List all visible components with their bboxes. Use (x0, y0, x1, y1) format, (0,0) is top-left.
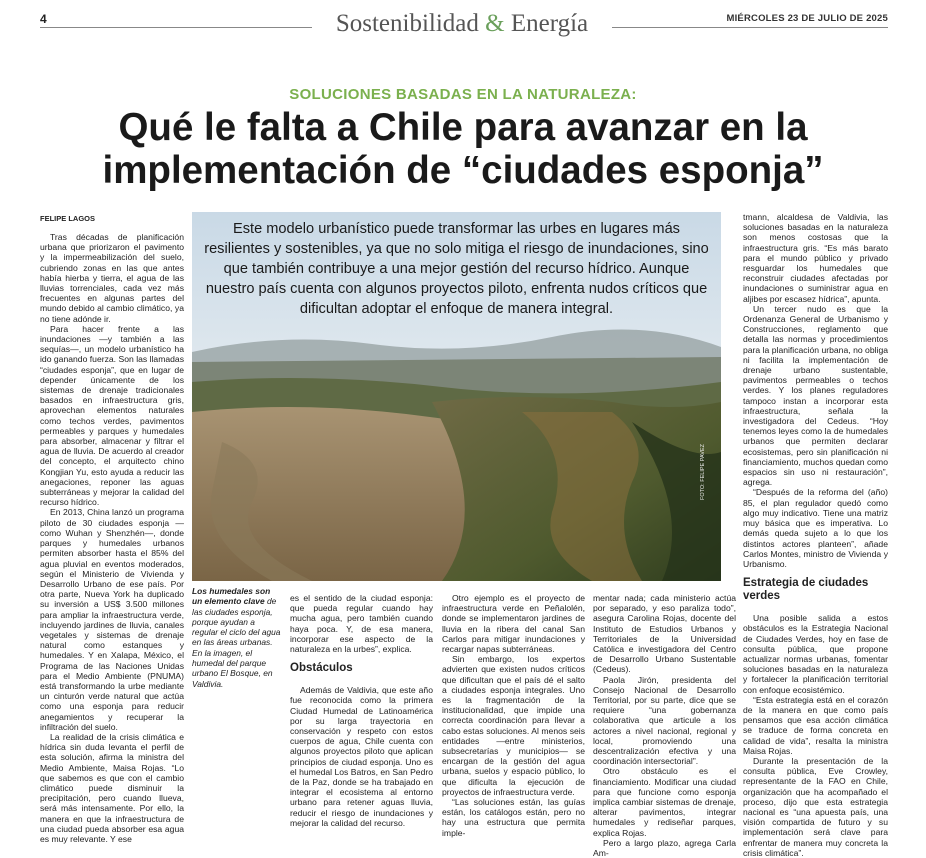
header-rule-left (40, 27, 312, 28)
paragraph: tmann, alcaldesa de Valdivia, las soluciones basadas en la naturaleza son menos costosas que la infraestructura gris. “Es más barato para el mundo público y privado resguardar los humedales que reconstruir ciudades afectadas por inundaciones o suministrar agua en aljibes por escasez hídrica”, apunta. (743, 212, 888, 304)
article-headline: Qué le falta a Chile para avanzar en la implementación de “ciudades esponja” (102, 106, 824, 192)
caption-bold: Los humedales son un elemento clave (192, 586, 271, 607)
section-title (322, 10, 602, 38)
section-name-a: Sostenibilidad (335, 10, 486, 37)
photo-credit: FOTO: FELIPE PAVEZ (700, 444, 706, 500)
article-column-1 (40, 232, 184, 844)
article-column-5 (743, 212, 888, 858)
paragraph: es el sentido de la ciudad esponja: que pueda regular cuando hay mucha agua, pero también cuando haya poca. Y, de esa manera, incorporar ese aspecto de la naturaleza en la urbes”, explica. (290, 593, 433, 655)
article-lead: Este modelo urbanístico puede transformar las urbes en lugares más resilientes y sostenibles, ya que no solo mitiga el riesgo de inundaciones, sino que también contribuye a una mejor gestión del recurso hídrico. Aunque nuestro país cuenta con algunos proyectos piloto, enfrenta nudos críticos que dificultan adoptar el enfoque de manera integral. (204, 221, 709, 317)
paragraph: Otro obstáculo es el financiamiento. Modificar una ciudad para que funcione como esponja implica cambiar sistemas de drenaje, alterar pavimentos, integrar humedales y rediseñar parques, explica Rojas. (593, 766, 736, 838)
paragraph: Tras décadas de planificación urbana que priorizaron el pavimento y la impermeabilización del suelo, cubriendo zonas en las que antes había hierba y tierra, el agua de las lluvias torrenciales, cada vez más frecuentes en algunas partes del mundo debido al cambio climático, ya no tiene adónde ir. (40, 232, 184, 324)
section-ampersand: & (485, 10, 505, 37)
article-byline: FELIPE LAGOS (40, 214, 96, 223)
article-kicker: SOLUCIONES BASADAS EN LA NATURALEZA: (289, 86, 637, 103)
paragraph: La realidad de la crisis climática e hídrica sin duda levanta el perfil de esta solución, afirma la ministra del Medio Ambiente, Maisa Rojas. “Lo que sabemos es que con el cambio climático puede disminuir la precipitación, pero cuando llueva, será más intensamente. Por ello, la manera en que la infraestructura de una ciudad pueda absorber esa agua es muy relevante. Y ese (40, 731, 184, 844)
paragraph: Un tercer nudo es que la Ordenanza General de Urbanismo y Construcciones, reglamento que detalla las normas y procedimientos para la planificación urbana, no obliga ni facilita la implementación de drenaje urbano sustentable, pavimentos permeables o techos verdes. Y los planes reguladores tampoco instan a incorporar esta infraestructura, señala la investigadora del Cedeus. “Hoy tenemos leyes como la de humedales urbanos que permiten declarar ecosistemas, pero sin planificación ni financiamiento, muchos quedan como espacios sin uso ni restauración”, agrega. (743, 303, 888, 488)
paragraph: “Las soluciones están, las guías están, los catálogos están, pero no hay una estructura que permita imple- (442, 797, 585, 838)
paragraph: Una posible salida a estos obstáculos es la Estrategia Nacional de Ciudades Verdes, hoy en fase de consulta pública, que propone actualizar normas urbanas, fomentar soluciones basadas en la naturaleza y fortalecer la planificación territorial con enfoque ecosistémico. (743, 613, 888, 695)
article-column-3 (442, 593, 585, 838)
section-name-b: Energía (504, 10, 589, 37)
paragraph: Otro ejemplo es el proyecto de infraestructura verde en Peñalolén, donde se implementaron jardines de lluvia en la ribera del canal San Carlos para mitigar inundaciones y recargar napas subterráneas. (442, 593, 585, 655)
subheading: Obstáculos (290, 662, 353, 675)
paragraph: Pero a largo plazo, agrega Carla Am- (593, 837, 736, 858)
caption-text: de las ciudades esponja, porque ayudan a regular el ciclo del agua en las áreas urbanas. En la imagen, el humedal del parque urbano El Bosque, en Valdivia. (192, 596, 281, 689)
article-column-4 (593, 593, 736, 858)
article-column-2 (290, 593, 433, 828)
paragraph: mentar nada; cada ministerio actúa por separado, y eso paraliza todo”, asegura Carolina Rojas, docente del Instituto de Estudios Urbanos y Territoriales de la Universidad Católica e investigadora del Centro de Desarrollo Urbano Sustentable (Cedeus). (593, 593, 736, 675)
header-rule-right (612, 27, 888, 28)
paragraph: “Esta estrategia está en el corazón de la manera en que como país pensamos que esa acción climática se traduce de forma concreta en calidad de vida”, resalta la ministra Maisa Rojas. (743, 694, 888, 756)
subheading: Estrategia de ciudades verdes (743, 577, 869, 603)
paragraph: “Después de la reforma del (año) 85, el plan regulador quedó como algo muy indicativo. Tiene una matriz muy básica que es imperativa. Lo demás queda sujeto a lo que los distintos actores planteen”, añade Carlos Montes, ministro de Vivienda y Urbanismo. (743, 487, 888, 569)
page-number: 4 (40, 12, 47, 26)
issue-date: MIÉRCOLES 23 DE JULIO DE 2025 (726, 13, 888, 24)
paragraph: Sin embargo, los expertos advierten que existen nudos críticos que dificultan que el país dé el salto a ciudades esponja integrales. Uno es la fragmentación de la institucionalidad, que impide una correcta coordinación para llevar a cabo estas soluciones. Al menos seis entidades —entre ministerios, subsecretarías y municipios— se encargan de la gestión del agua urbana, suelos y espacio público, lo que dificulta la ejecución de proyectos de infraestructura verde. (442, 654, 585, 797)
paragraph: Para hacer frente a las inundaciones —y también a las sequías—, un modelo urbanístico ha ido ganando fuerza. Son las llamadas “ciudades esponja”, que en lugar de depender únicamente de los sistemas de drenaje tradicionales basados en infraestructura gris, aprovechan elementos naturales como techos verdes, pavimentos permeables y parques y humedales para absorber, almacenar y filtrar el agua de lluvia. De acuerdo al creador del concepto, el arquitecto chino Kongjian Yu, esto ayuda a reducir las anegaciones, reponer las aguas subterráneas y mejorar la calidad del recurso hídrico. (40, 323, 184, 508)
paragraph: En 2013, China lanzó un programa piloto de 30 ciudades esponja —como Wuhan y Shenzhén—, donde parques y humedales urbanos permiten absorber hasta el 85% del agua pluvial en eventos moderados, según el Ministerio de Vivienda y Desarrollo Urbano de ese país. Por otra parte, Nueva York ha duplicado su inversión a US$ 3.500 millones para ampliar la infraestructura verde, incluyendo jardines de lluvia, canales vegetales y sistemas de drenaje natural como estanques y humedales. Y en Xalapa, México, el Programa de las Naciones Unidas para el Medio Ambiente (PNUMA) está transformando la urbe mediante un cinturón verde natural que actúa como una esponja para reducir anegamientos y recuperar la infiltración del suelo. (40, 507, 184, 732)
paragraph: Paola Jirón, presidenta del Consejo Nacional de Desarrollo Territorial, por su parte, dice que se requiere “una gobernanza colaborativa que articule a los actores a nivel nacional, regional y local, promoviendo una descentralización efectiva y una coordinación intersectorial”. (593, 674, 736, 767)
paragraph: Además de Valdivia, que este año fue reconocida como la primera Ciudad Humedal de Latinoamérica por su larga trayectoria en conservación y respeto con estos cuerpos de agua, Chile cuenta con algunos proyectos piloto que aplican principios de ciudad esponja. Uno es el humedal Los Batros, en San Pedro de la Paz, donde se ha trabajado en integrar el ecosistema al entorno urbano para retener aguas lluvia, reducir el riesgo de inundaciones y mejorar la calidad del recurso. (290, 685, 433, 828)
page-header (0, 0, 926, 44)
paragraph: Durante la presentación de la consulta pública, Eve Crowley, representante de la FAO en Chile, organización que ha acompañado el proceso, dijo que esta estrategia nacional es “una apuesta país, una visión compartida de futuro y su implementación será clave para enfrentar de manera muy concreta la crisis climática”. (743, 755, 888, 858)
photo-caption (192, 586, 282, 689)
